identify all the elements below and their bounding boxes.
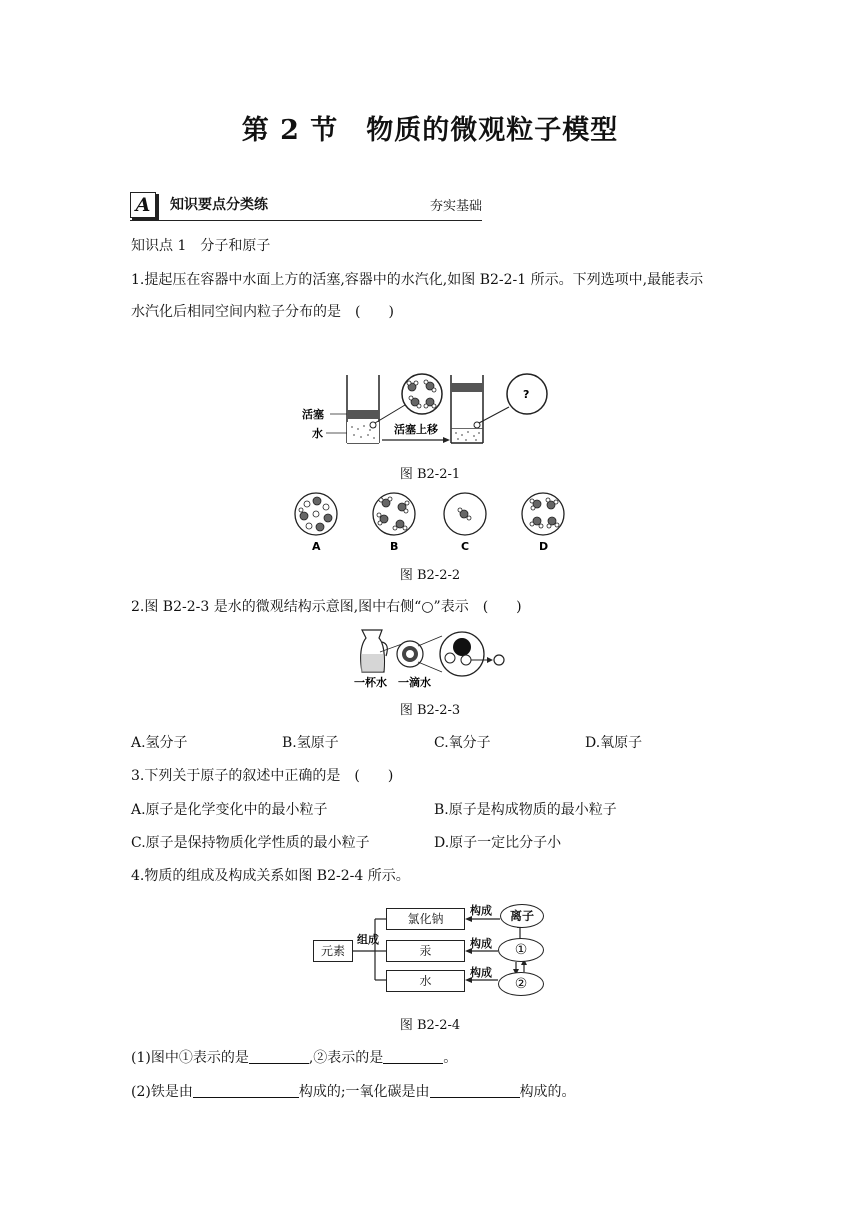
- q4-sub2: [131, 1082, 576, 1102]
- q4-sub2-text-a: (2)铁是由: [131, 1084, 193, 1100]
- box-element: 元素: [313, 940, 353, 962]
- q1-stem-line1: 1.提起压在容器中水面上方的活塞,容器中的水汽化,如图 B2-2-1 所示。下列选项中,最能表示: [131, 272, 704, 288]
- q4-sub2-answer-2[interactable]: [430, 1083, 520, 1098]
- label-unknown: ?: [523, 388, 530, 401]
- q4-stem: 4.物质的组成及构成关系如图 B2-2-4 所示。: [131, 868, 410, 884]
- figure-b2-2-2: [290, 490, 570, 556]
- caption-b2-2-2: 图 B2-2-2: [399, 568, 461, 583]
- figure-b2-2-4: [310, 898, 550, 1002]
- q2-option-b: B.氢原子: [282, 735, 339, 751]
- q2-option-d: D.氧原子: [585, 735, 643, 751]
- oval-ion: 离子: [500, 904, 544, 928]
- q1-stem-line2: 水汽化后相同空间内粒子分布的是 ( ): [131, 304, 394, 320]
- label-cup-of-water: 一杯水: [354, 676, 387, 689]
- q4-sub1-answer-1[interactable]: [249, 1049, 309, 1064]
- q3-option-d: D.原子一定比分子小: [434, 835, 562, 851]
- q4-sub1-answer-2[interactable]: [383, 1049, 443, 1064]
- section-badge: A: [130, 192, 156, 218]
- q2-stem: 2.图 B2-2-3 是水的微观结构示意图,图中右侧“○”表示 ( ): [131, 599, 522, 615]
- q4-sub1-text-c: 。: [443, 1050, 458, 1066]
- label-drop-of-water: 一滴水: [398, 676, 431, 689]
- oval-blank-2: ②: [498, 972, 544, 996]
- label-constitute-2: 构成: [470, 937, 492, 950]
- q2-option-a: A.氢分子: [131, 735, 188, 751]
- option-b-label: B: [390, 540, 399, 553]
- q3-stem: 3.下列关于原子的叙述中正确的是 ( ): [131, 768, 394, 784]
- box-water: 水: [386, 970, 465, 992]
- q4-sub2-text-c: 构成的。: [519, 1084, 576, 1100]
- q4-sub1: [131, 1048, 457, 1068]
- figure-b2-2-1: [300, 365, 560, 455]
- label-piston-up: 活塞上移: [394, 423, 438, 436]
- option-c-label: C: [461, 540, 470, 553]
- section-subtitle: 夯实基础: [429, 199, 482, 214]
- q3-option-b: B.原子是构成物质的最小粒子: [434, 802, 617, 818]
- section-header: [130, 192, 482, 221]
- q4-sub1-text-a: (1)图中①表示的是: [131, 1050, 249, 1066]
- caption-b2-2-3: 图 B2-2-3: [399, 703, 461, 718]
- q4-sub1-text-b: ,②表示的是: [308, 1050, 384, 1066]
- option-a-label: A: [312, 540, 321, 553]
- label-constitute-1: 构成: [470, 904, 492, 917]
- option-d-label: D: [539, 540, 549, 553]
- figure-b2-2-3: [352, 622, 512, 690]
- box-sodium-chloride: 氯化钠: [386, 908, 465, 930]
- caption-b2-2-1: 图 B2-2-1: [399, 467, 461, 482]
- q4-sub2-answer-1[interactable]: [193, 1083, 299, 1098]
- box-mercury: 汞: [386, 940, 465, 962]
- q3-option-c: C.原子是保持物质化学性质的最小粒子: [131, 835, 370, 851]
- section-title: 知识要点分类练: [170, 197, 268, 213]
- q2-option-c: C.氧分子: [434, 735, 491, 751]
- label-piston: 活塞: [302, 408, 324, 421]
- label-water: 水: [312, 427, 323, 440]
- q4-sub2-text-b: 构成的;一氧化碳是由: [298, 1084, 430, 1100]
- knowledge-point-heading: 知识点 1 分子和原子: [131, 238, 271, 254]
- label-constitute-3: 构成: [470, 966, 492, 979]
- label-compose: 组成: [357, 933, 379, 946]
- caption-b2-2-4: 图 B2-2-4: [399, 1018, 461, 1033]
- q3-option-a: A.原子是化学变化中的最小粒子: [131, 802, 328, 818]
- page-title: 第 2 节 物质的微观粒子模型: [241, 115, 619, 146]
- oval-blank-1: ①: [498, 938, 544, 962]
